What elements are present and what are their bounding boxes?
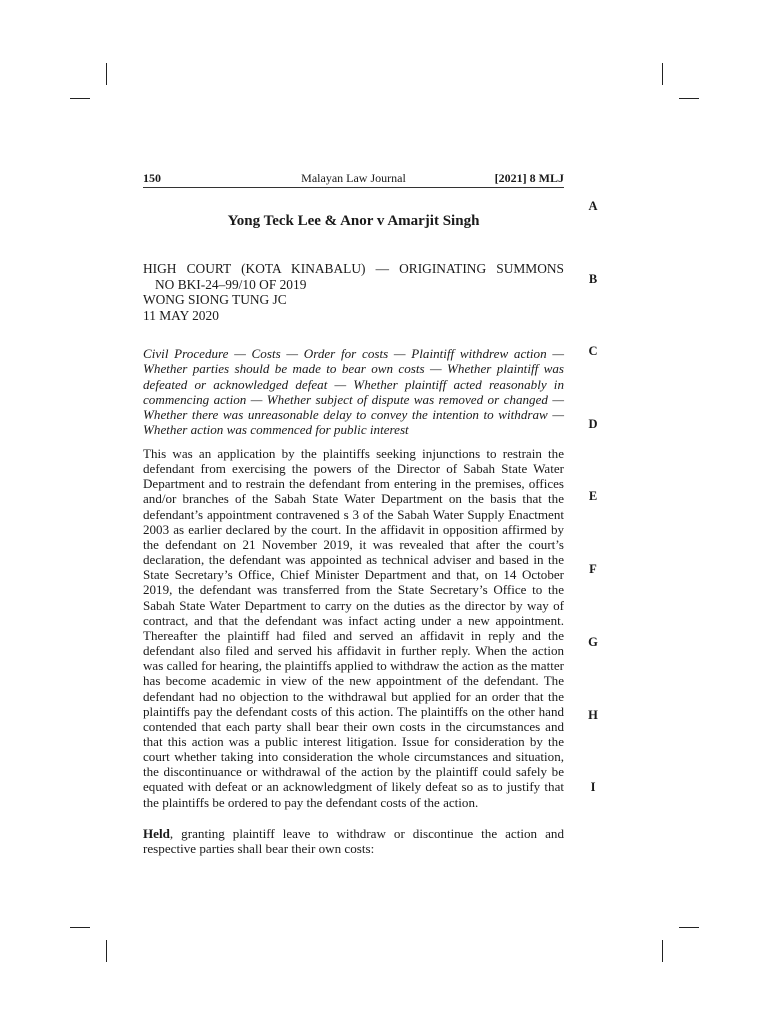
case-title: Yong Teck Lee & Anor v Amarjit Singh <box>227 213 480 229</box>
crop-mark <box>679 927 699 928</box>
running-header <box>143 170 564 186</box>
judge: WONG SIONG TUNG JC <box>143 292 287 307</box>
crop-mark <box>679 98 699 99</box>
margin-letter-h: H <box>588 708 598 722</box>
held-label: Held <box>143 826 170 841</box>
held-text: , granting plaintiff leave to withdraw or discontinue the action and respective parties shall bear their own costs: <box>143 826 564 857</box>
margin-letter-a: A <box>588 199 598 213</box>
decision-date: 11 MAY 2020 <box>143 307 219 323</box>
crop-mark <box>662 63 663 85</box>
crop-mark <box>70 927 90 928</box>
crop-mark <box>106 940 107 962</box>
margin-letter-i: I <box>590 780 596 794</box>
crop-mark <box>662 940 663 962</box>
court-details <box>143 261 564 323</box>
page-number: 150 <box>143 171 161 185</box>
case-summary: This was an application by the plaintiffs seeking injunctions to restrain the defendant from exercising the powers of the Director of Sabah State Water Department and to restrain the defendant from entering in the premises, offices and/or branches of the Sabah State Water Department on the basis that the defendant’s appointment contravened s 3 of the Sabah Water Supply Enactment 2003 as earlier declared by the court. In the affidavit in opposition affirmed by the defendant on 21 November 2019, it was revealed that after the court’s declaration, the defendant was appointed as technical adviser and based in the State Secretary’s Office, Chief Minister Department and that, on 14 October 2019, the defendant was transferred from the State Secretary’s Office to the Sabah State Water Department to carry on the duties as the director by way of contract, and that the defendant was infact acting under a new appointment. Thereafter the plaintiff had filed and served an affidavit in reply and the defendant also filed and served his affidavit in further reply. When the action was called for hearing, the plaintiffs applied to withdraw the action as the matter has become academic in view of the new appointment of the defendant. The defendant had no objection to the withdrawal but applied for an order that the plaintiffs pay the defendant costs of this action. The plaintiffs on the other hand contended that each party shall bear their own costs in the circumstances and that this action was a public interest litigation. Issue for consideration by the court whether taking into consideration the whole circumstances and situation, the discontinuance or withdrawal of the action by the plaintiff could safely be equated with defeat or an acknowledgment of likely defeat so as to justify that the plaintiffs be ordered to pay the defendant costs of the action. <box>143 446 564 810</box>
header-rule <box>143 187 564 188</box>
journal-name: Malayan Law Journal <box>301 171 406 185</box>
citation: [2021] 8 MLJ <box>494 171 564 185</box>
margin-letter-f: F <box>589 562 597 576</box>
case-number: NO BKI-24–99/10 OF 2019 <box>155 276 307 292</box>
held-paragraph <box>143 826 564 857</box>
crop-mark <box>106 63 107 85</box>
margin-letter-e: E <box>588 489 598 503</box>
crop-mark <box>70 98 90 99</box>
margin-letter-b: B <box>588 272 598 286</box>
margin-letter-g: G <box>588 635 598 649</box>
margin-letter-c: C <box>588 344 598 358</box>
court-line: HIGH COURT (KOTA KINABALU) — ORIGINATING SUMMONS <box>143 261 564 276</box>
catchwords: Civil Procedure — Costs — Order for costs — Plaintiff withdrew action — Whether parties should be made to bear own costs — Whether plaintiff was defeated or acknowledged defeat — Whether plaintiff acted reasonably in commencing action — Whether subject of dispute was removed or changed — Whether there was unreasonable delay to convey the intention to withdraw — Whether action was commenced for public interest <box>143 346 564 438</box>
margin-letter-d: D <box>588 417 598 431</box>
